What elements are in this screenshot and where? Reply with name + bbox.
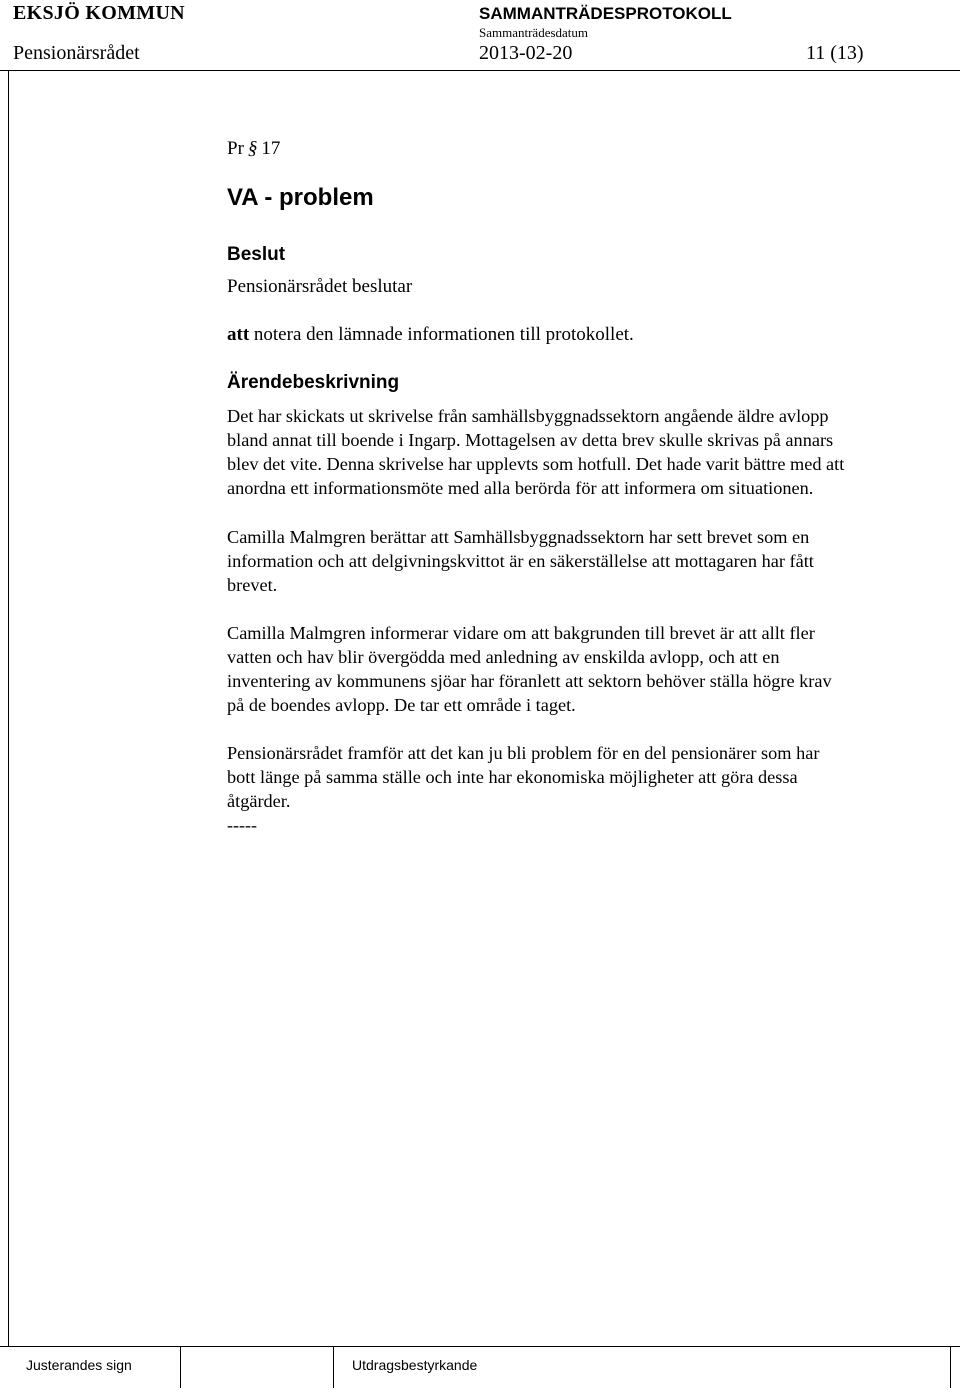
document-type: SAMMANTRÄDESPROTOKOLL [479, 4, 732, 23]
certifier-label: Utdragsbestyrkande [352, 1357, 478, 1373]
text-line: anordna ett informationsmöte med alla berörda för att informera om situationen. [227, 478, 814, 498]
footer-column-divider [333, 1346, 334, 1388]
date-label: Sammanträdesdatum [479, 25, 589, 40]
decision-intro: Pensionärsrådet beslutar [227, 276, 413, 297]
footer-column-divider [180, 1346, 181, 1388]
adjuster-sign-label: Justerandes sign [26, 1357, 132, 1373]
header-divider [0, 70, 960, 71]
text-line: bland annat till boende i Ingarp. Mottagelsen av detta brev skulle skrivas på annars [227, 430, 834, 450]
decision-keyword: att [227, 324, 250, 345]
paragraph-number-value: 17 [261, 138, 281, 159]
description-paragraph [227, 621, 927, 717]
meeting-date: 2013-02-20 [479, 42, 573, 64]
text-line: på de boendes avlopp. De tar ett område i taget. [227, 695, 576, 715]
council-name: Pensionärsrådet [13, 42, 140, 64]
text-line: blev det vite. Denna skrivelse har upplevts som hotfull. Det hade varit bättre med att [227, 454, 845, 474]
organization-name: EKSJÖ KOMMUN [13, 2, 185, 24]
text-line: Pensionärsrådet framför att det kan ju bli problem för en del pensionärer som har [227, 743, 820, 763]
text-line: Camilla Malmgren informerar vidare om att bakgrunden till brevet är att allt fler [227, 623, 815, 643]
description-paragraph [227, 741, 927, 813]
decision-heading: Beslut [227, 244, 286, 265]
text-line: Det har skickats ut skrivelse från samhällsbyggnadssektorn angående äldre avlopp [227, 406, 829, 426]
text-line: brevet. [227, 575, 278, 595]
text-line: bott länge på samma ställe och inte har ekonomiska möjligheter att göra dessa [227, 767, 798, 787]
description-heading: Ärendebeskrivning [227, 372, 400, 393]
text-line: Camilla Malmgren berättar att Samhällsbyggnadssektorn har sett brevet som en [227, 527, 810, 547]
paragraph-number [227, 138, 280, 160]
footer-divider [0, 1346, 960, 1347]
page-number: 11 (13) [806, 42, 864, 64]
text-line: inventering av kommunens sjöar har föranlett att sektorn behöver ställa högre krav [227, 671, 832, 691]
decision-text [227, 324, 634, 346]
text-line: vatten och hav blir övergödda med anledning av enskilda avlopp, och att en [227, 647, 780, 667]
section-title: VA - problem [227, 184, 374, 211]
left-margin-rule [8, 70, 9, 1346]
paragraph-mark: § [247, 138, 258, 159]
description-paragraph [227, 404, 927, 500]
footer-column-divider [950, 1346, 951, 1388]
paragraph-prefix: Pr [227, 138, 244, 159]
text-line: åtgärder. [227, 791, 291, 811]
decision-body: notera den lämnade informationen till protokollet. [253, 324, 634, 345]
end-mark: ----- [227, 815, 257, 835]
description-paragraph [227, 525, 927, 597]
text-line: information och att delgivningskvittot är en säkerställelse att mottagaren har fått [227, 551, 814, 571]
